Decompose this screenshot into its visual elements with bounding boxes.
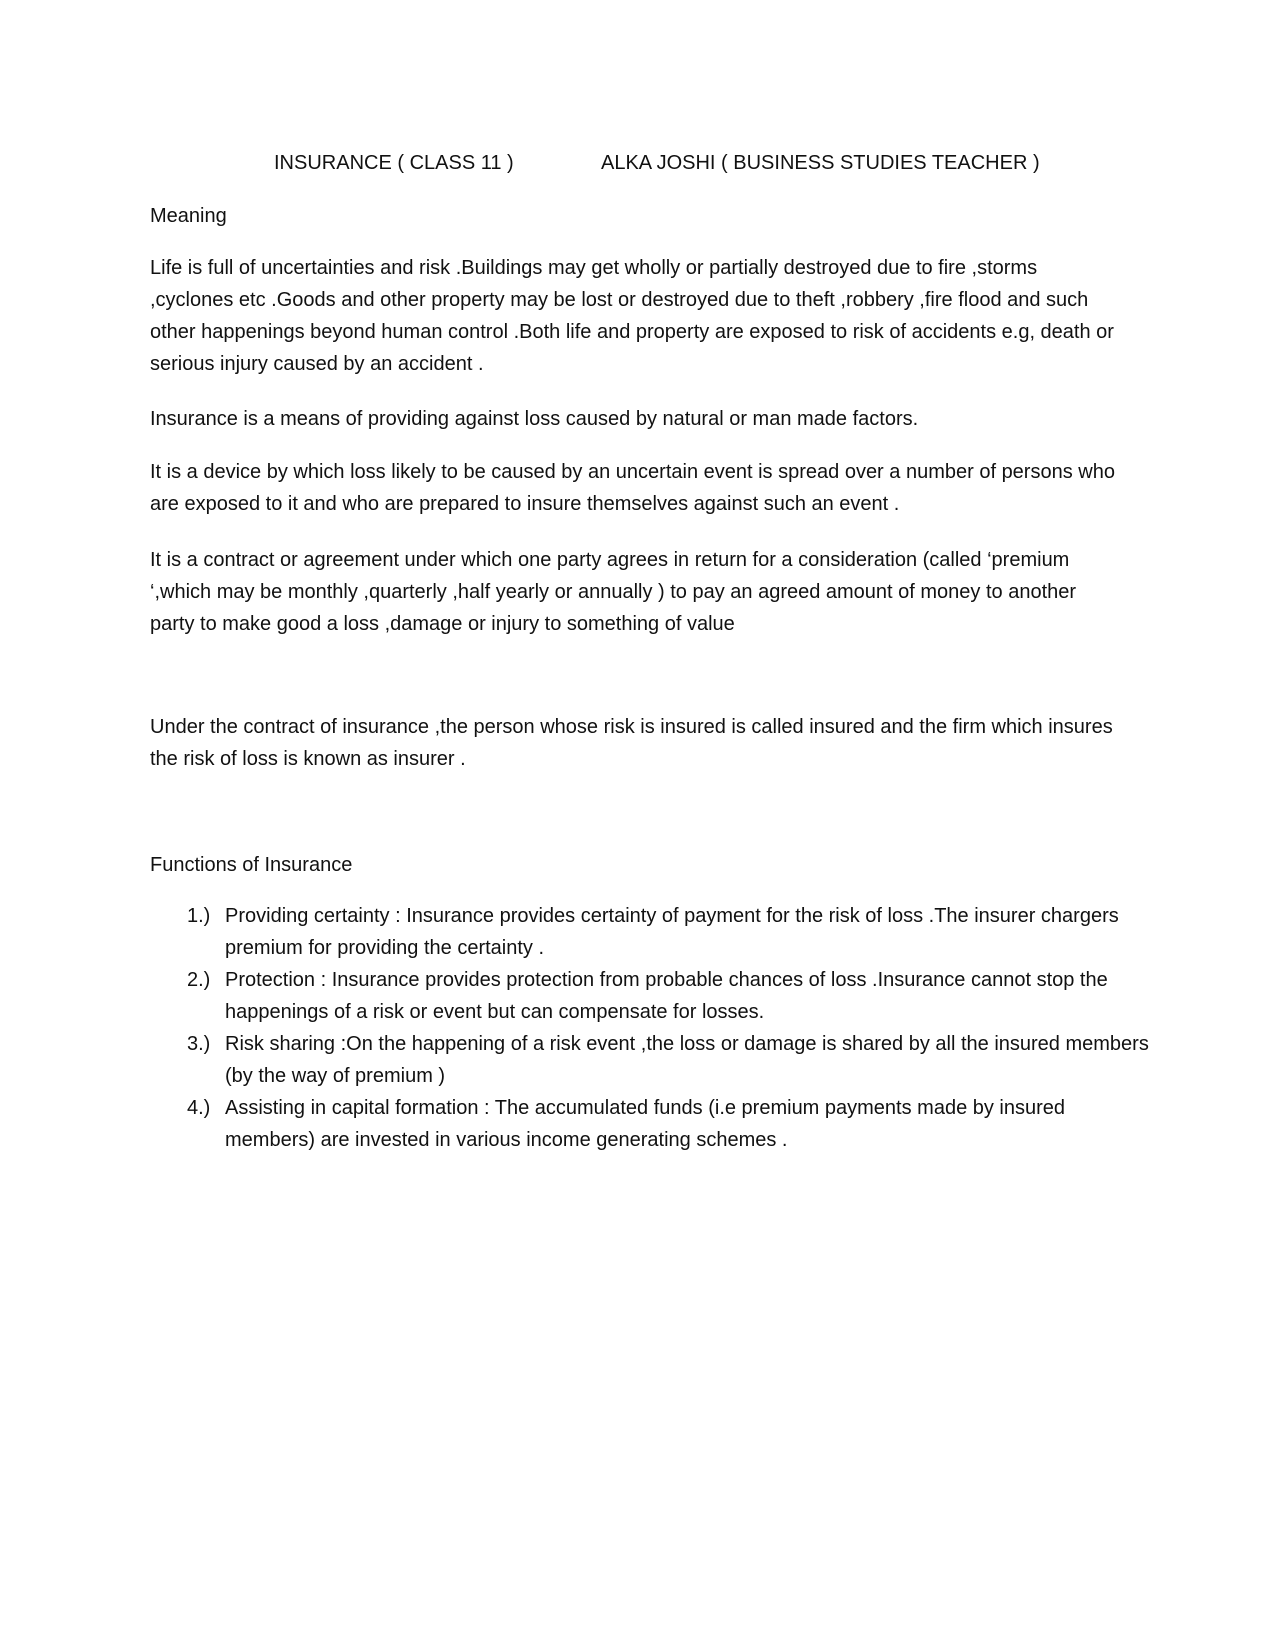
meaning-paragraph-5: Under the contract of insurance ,the person whose risk is insured is called insured and the firm which insures the risk of loss is known as insurer .: [150, 716, 1113, 770]
document-author: ALKA JOSHI ( BUSINESS STUDIES TEACHER ): [601, 152, 1040, 174]
list-item: [150, 1092, 1150, 1156]
list-item: [150, 1028, 1150, 1092]
functions-list: [150, 900, 1150, 1156]
list-item-text: Providing certainty : Insurance provides certainty of payment for the risk of loss .The insurer chargers premium for providing the certainty .: [225, 905, 1119, 959]
meaning-heading: Meaning: [150, 205, 227, 227]
meaning-paragraph-4: It is a contract or agreement under which one party agrees in return for a consideration (called ‘premium ‘,which may be monthly ,quarterly ,half yearly or annually ) to pay an agreed amount of money to another party to make good a loss ,damage or injury to something of value: [150, 549, 1077, 635]
list-item: [150, 900, 1150, 964]
list-item-text: Protection : Insurance provides protection from probable chances of loss .Insurance cannot stop the happenings of a risk or event but can compensate for losses.: [225, 969, 1108, 1023]
meaning-paragraph-2: Insurance is a means of providing against loss caused by natural or man made factors.: [150, 408, 919, 430]
list-item-number: 2.): [187, 969, 211, 991]
list-item-text: Assisting in capital formation : The accumulated funds (i.e premium payments made by insured members) are invested in various income generating schemes .: [225, 1097, 1066, 1151]
list-item-number: 3.): [187, 1033, 211, 1055]
meaning-paragraph-3: It is a device by which loss likely to be caused by an uncertain event is spread over a number of persons who are exposed to it and who are prepared to insure themselves against such an event .: [150, 461, 1115, 515]
list-item-number: 1.): [187, 905, 211, 927]
list-item: [150, 964, 1150, 1028]
meaning-paragraph-1: Life is full of uncertainties and risk .Buildings may get wholly or partially destroyed due to fire ,storms ,cyclones etc .Goods and other property may be lost or destroyed due to theft ,robbery ,fire flood and such other happenings beyond human control .Both life and property are exposed to risk of accidents e.g, death or serious injury caused by an accident .: [150, 257, 1114, 375]
list-item-number: 4.): [187, 1097, 211, 1119]
functions-heading: Functions of Insurance: [150, 854, 353, 876]
document-title: INSURANCE ( CLASS 11 ): [274, 152, 514, 174]
document-header: [0, 148, 1275, 178]
list-item-text: Risk sharing :On the happening of a risk event ,the loss or damage is shared by all the insured members (by the way of premium ): [225, 1033, 1149, 1087]
